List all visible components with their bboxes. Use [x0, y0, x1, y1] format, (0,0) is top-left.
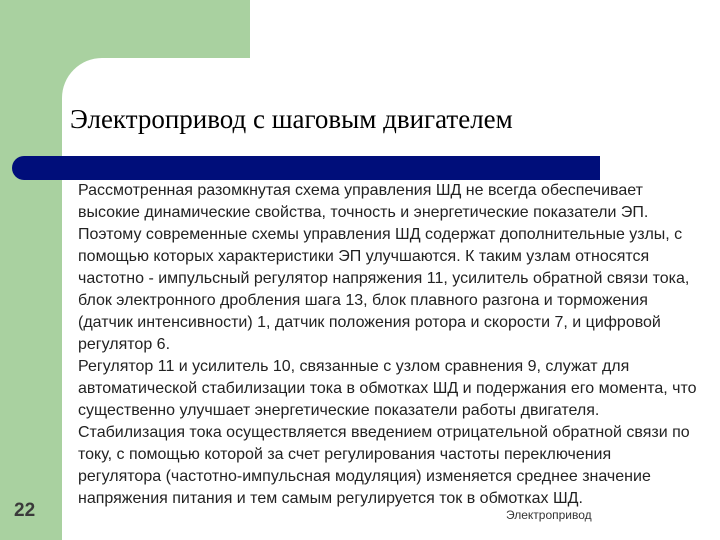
page-number: 22	[14, 500, 36, 521]
footer-text: Электропривод	[506, 508, 592, 522]
slide-body	[78, 180, 698, 540]
slide-title: Электропривод с шаговым двигателем	[70, 104, 513, 134]
body-paragraph-1: Рассмотренная разомкнутая схема управления ШД не всегда обеспечивает высокие динамические свойства, точность и энергетические показатели ЭП. Поэтому современные схемы управления ШД содержат дополнительные узлы, с помощью которых характеристики ЭП улучшаются. К таким узлам относятся частотно - импульсный регулятор напряжения 11, усилитель обратной связи тока, блок электронного дробления шага 13, блок плавного разгона и торможения (датчик интенсивности) 1, датчик положения ротора и скорости 7, и цифровой регулятор 6.	[78, 182, 690, 353]
title-underline-bar	[12, 156, 600, 180]
body-paragraph-2: Регулятор 11 и усилитель 10, связанные с узлом сравнения 9, служат для автоматической стабилизации тока в обмотках ШД и подержания его момента, что существенно улучшает энергетические показатели работы двигателя. Стабилизация тока осуществляется введением отрицательной обратной связи по току, с помощью которой за счет регулирования частоты переключения регулятора (частотно-импульсная модуляция) изменяется среднее значение напряжения питания и тем самым регулируется ток в обмотках ШД.	[78, 358, 697, 507]
